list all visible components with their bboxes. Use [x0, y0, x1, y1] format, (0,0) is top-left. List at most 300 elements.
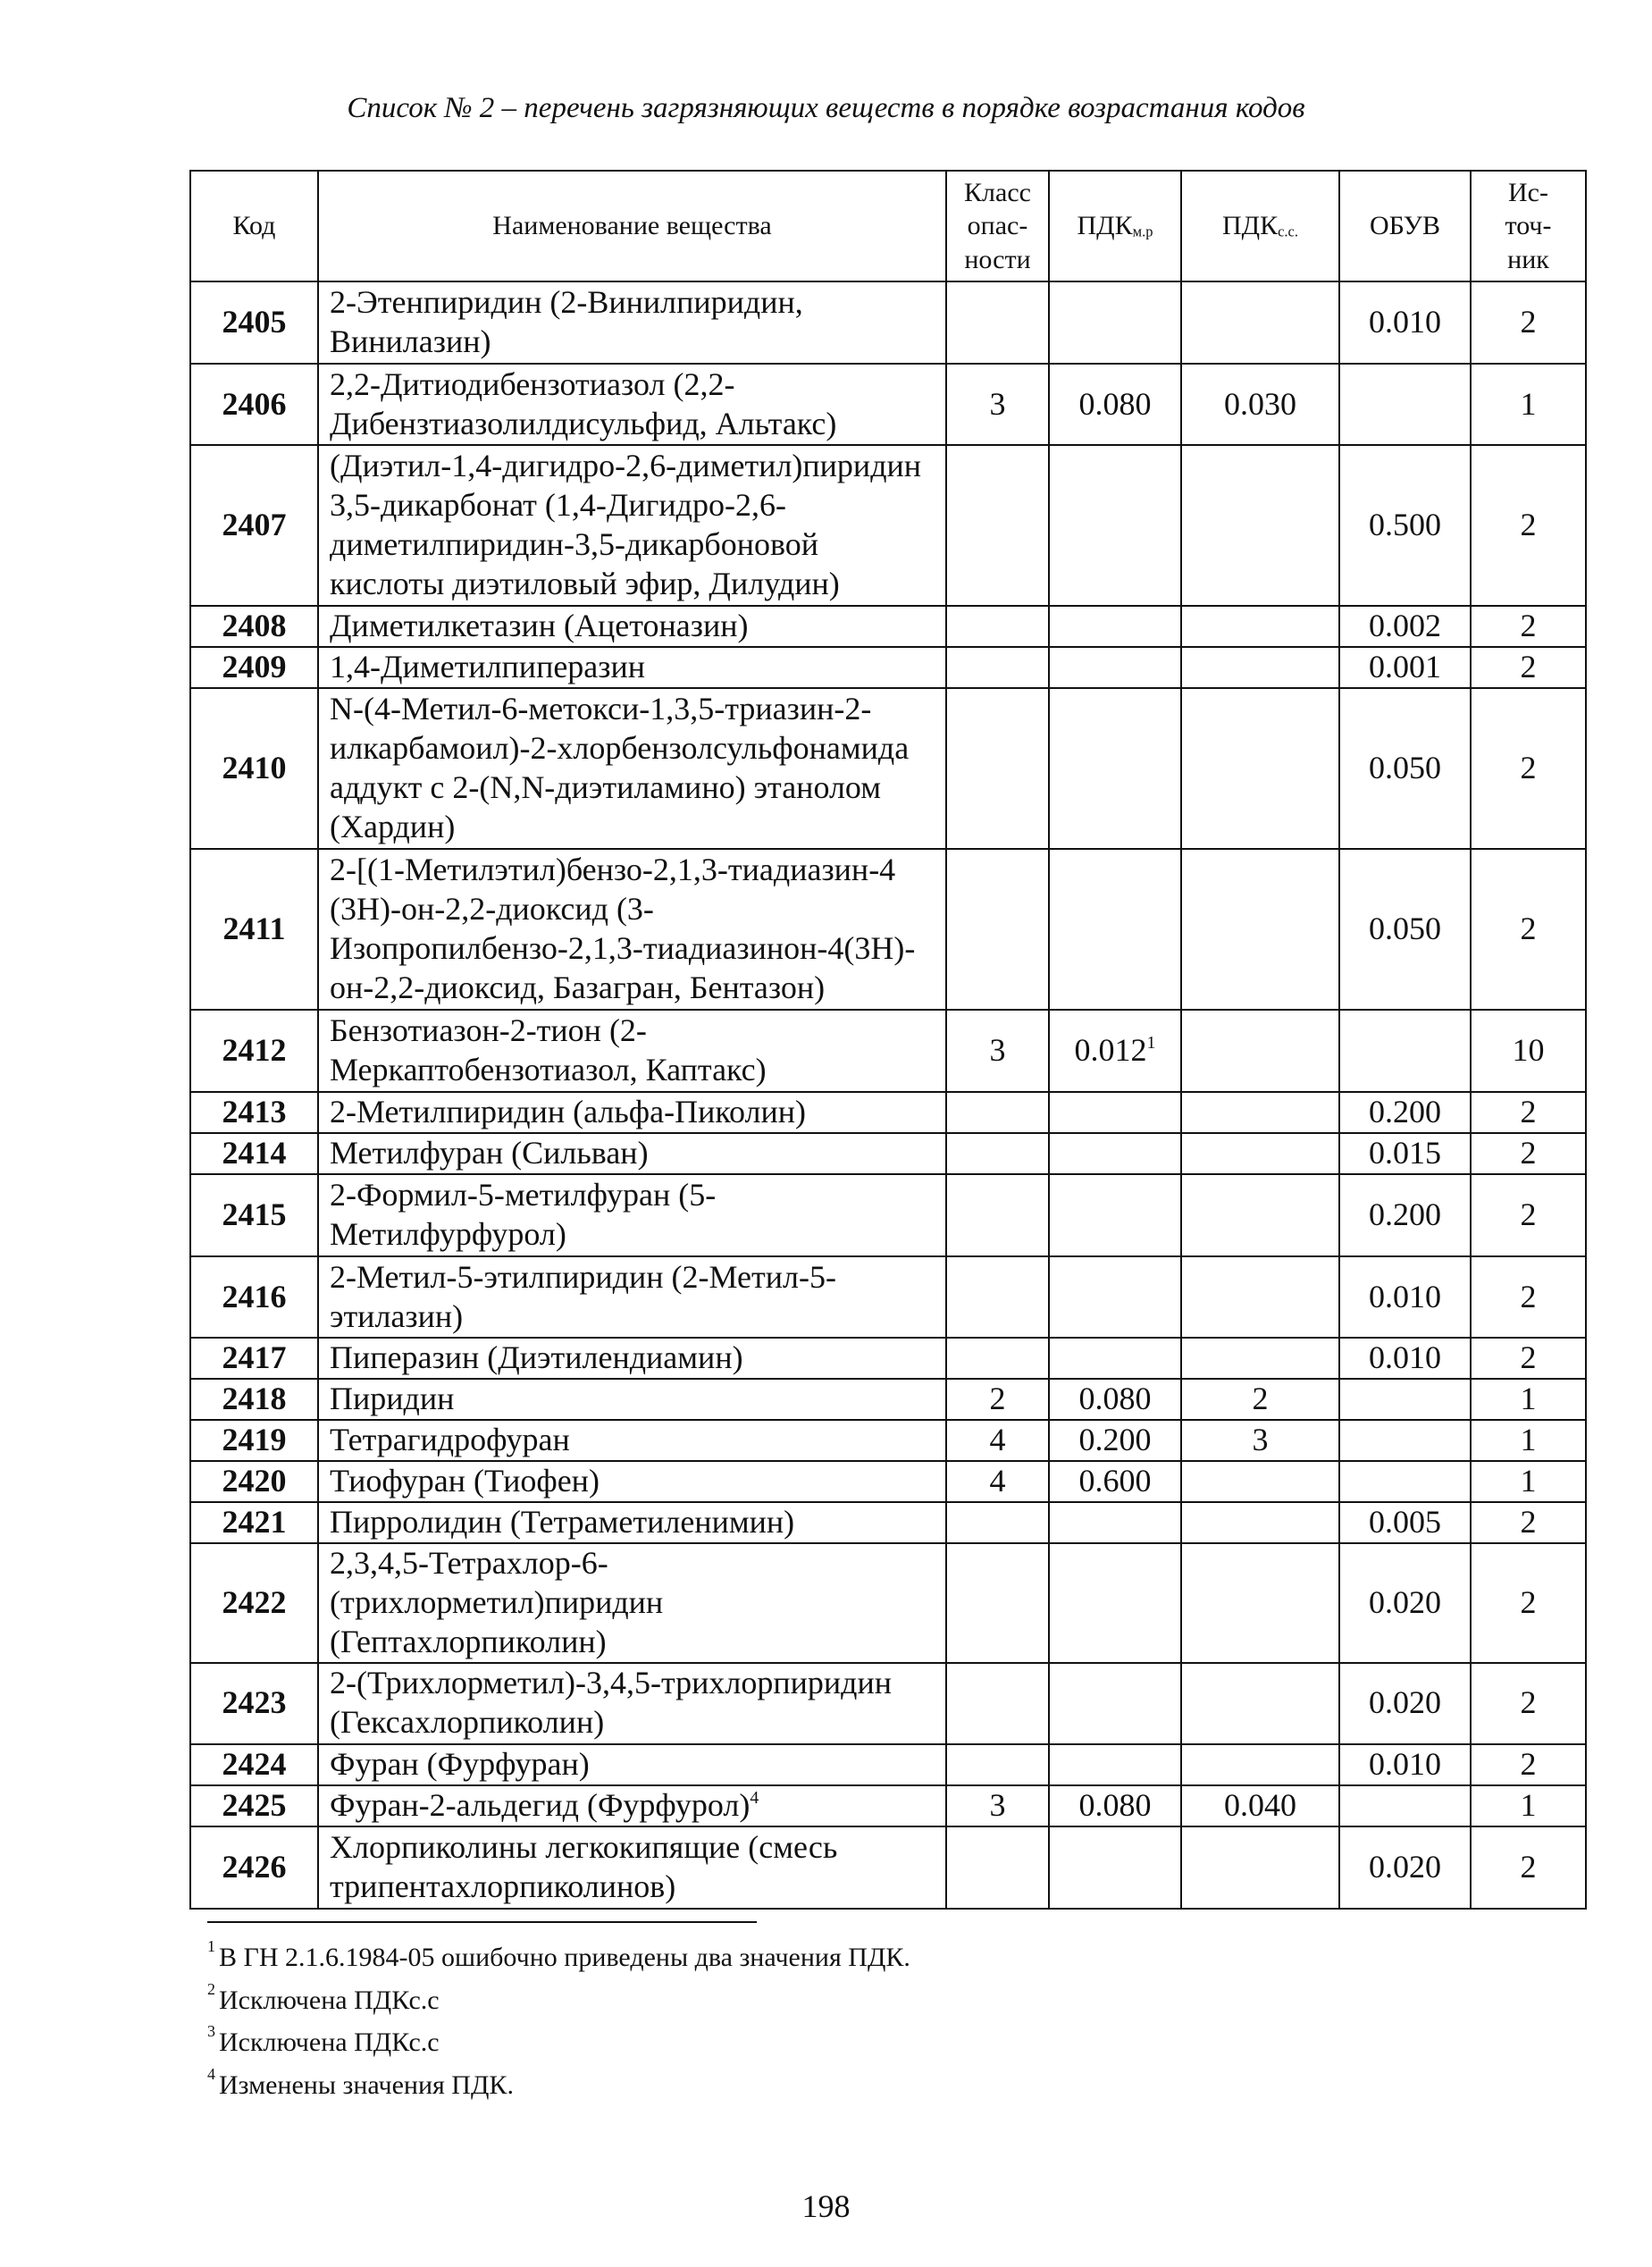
- cell-code-value: 2411: [222, 911, 286, 947]
- cell-hazard: [946, 1461, 1049, 1502]
- cell-pdk-mr: [1049, 1826, 1181, 1909]
- cell-hazard-value: 3: [989, 1032, 1006, 1069]
- cell-pdk-ss-value: 0.030: [1224, 385, 1296, 422]
- cell-pdk-mr: [1049, 281, 1181, 364]
- cell-obuv-value: 0.002: [1369, 608, 1441, 644]
- footnote-divider: [207, 1921, 757, 1923]
- cell-pdk-ss: [1181, 1174, 1339, 1256]
- cell-hazard: [946, 1338, 1049, 1379]
- cell-name: [318, 281, 946, 364]
- cell-pdk-ss: [1181, 1785, 1339, 1826]
- cell-obuv: [1339, 1256, 1471, 1338]
- cell-code: [190, 364, 318, 445]
- cell-pdk-mr: [1049, 1420, 1181, 1461]
- table-row: [190, 1010, 1586, 1092]
- cell-pdk-mr-value: 0.600: [1078, 1463, 1152, 1499]
- cell-name: [318, 1379, 946, 1420]
- cell-code-value: 2417: [222, 1339, 287, 1376]
- cell-code: [190, 281, 318, 364]
- cell-source-value: 2: [1520, 649, 1537, 685]
- cell-name-value: N-(4-Метил-6-метокси-1,3,5-триазин-2-илкарбамоил)-2-хлорбензолсульфонамида аддукт с 2-(N,N-диэтиламино) этанолом (Хардин): [330, 691, 910, 844]
- cell-source-value: 2: [1520, 750, 1537, 786]
- cell-source-value: 2: [1520, 304, 1537, 340]
- cell-name-value: Фуран-2-альдегид (Фурфурол): [330, 1786, 751, 1823]
- footnote-number: 1: [207, 1937, 215, 1955]
- cell-source-value: 2: [1520, 911, 1537, 947]
- cell-hazard: [946, 1010, 1049, 1092]
- cell-obuv-value: 0.010: [1369, 1745, 1441, 1782]
- cell-obuv: [1339, 647, 1471, 688]
- header-pdk-ss-label: ПДК: [1221, 211, 1279, 241]
- cell-code: [190, 1133, 318, 1174]
- table-row: [190, 445, 1586, 606]
- cell-obuv: [1339, 1663, 1471, 1744]
- cell-source-value: 2: [1520, 1278, 1537, 1314]
- cell-code-value: 2424: [222, 1745, 287, 1782]
- cell-source: [1471, 1461, 1586, 1502]
- cell-code: [190, 1663, 318, 1744]
- pdk-ss-footnote-ref: 2: [1252, 1381, 1269, 1417]
- cell-code: [190, 1420, 318, 1461]
- cell-pdk-ss: [1181, 688, 1339, 849]
- table-row: [190, 1744, 1586, 1785]
- cell-code-value: 2423: [222, 1684, 287, 1721]
- table-row: [190, 364, 1586, 445]
- cell-hazard: [946, 281, 1049, 364]
- cell-code: [190, 1543, 318, 1663]
- cell-name-value: 2-[(1-Метилэтил)бензо-2,1,3-тиадиазин-4 (3Н)-он-2,2-диоксид (3-Изопропилбензо-2,1,3-тиадиазинон-4(3Н)-он-2,2-диоксид, Базагран, Бентазон): [330, 852, 916, 1005]
- cell-source-value: 1: [1520, 1463, 1537, 1499]
- cell-pdk-ss: [1181, 1010, 1339, 1092]
- cell-code-value: 2406: [222, 385, 287, 422]
- cell-pdk-mr: [1049, 1133, 1181, 1174]
- cell-source: [1471, 1338, 1586, 1379]
- cell-source-value: 1: [1520, 385, 1537, 422]
- cell-obuv: [1339, 688, 1471, 849]
- cell-name: [318, 1826, 946, 1909]
- cell-obuv-value: 0.200: [1369, 1196, 1441, 1233]
- cell-name-value: 2-Метил-5-этилпиридин (2-Метил-5-этилазин): [330, 1258, 836, 1334]
- cell-code-value: 2412: [222, 1032, 287, 1069]
- cell-code-value: 2408: [222, 608, 287, 644]
- table-row: [190, 1502, 1586, 1543]
- cell-source: [1471, 1010, 1586, 1092]
- cell-pdk-mr: [1049, 1338, 1181, 1379]
- table-row: [190, 1663, 1586, 1744]
- footnote-number: 2: [207, 1979, 215, 1998]
- footnote-text: Изменены значения ПДК.: [219, 2070, 514, 2101]
- footnote-item: [207, 1977, 1458, 2020]
- cell-pdk-mr-value: 0.080: [1078, 1381, 1152, 1417]
- cell-hazard: [946, 364, 1049, 445]
- cell-pdk-ss: [1181, 1379, 1339, 1420]
- cell-source: [1471, 1092, 1586, 1133]
- cell-hazard: [946, 688, 1049, 849]
- cell-name-value: 2-Этенпиридин (2-Винилпиридин, Винилазин): [330, 284, 803, 359]
- cell-source: [1471, 688, 1586, 849]
- cell-hazard: [946, 1744, 1049, 1785]
- cell-source: [1471, 1174, 1586, 1256]
- cell-pdk-ss: [1181, 1092, 1339, 1133]
- cell-pdk-ss: [1181, 364, 1339, 445]
- cell-name: [318, 445, 946, 606]
- cell-code-value: 2409: [222, 649, 287, 685]
- cell-code-value: 2420: [222, 1463, 287, 1499]
- cell-code-value: 2405: [222, 304, 287, 340]
- cell-obuv-value: 0.020: [1369, 1583, 1441, 1620]
- cell-obuv-value: 0.020: [1369, 1684, 1441, 1721]
- cell-name: [318, 1502, 946, 1543]
- table-row: [190, 1174, 1586, 1256]
- substances-table: [189, 170, 1587, 1910]
- cell-obuv-value: 0.010: [1369, 1339, 1441, 1376]
- cell-code-value: 2407: [222, 507, 287, 543]
- cell-hazard: [946, 1092, 1049, 1133]
- cell-name: [318, 1256, 946, 1338]
- table-row: [190, 849, 1586, 1010]
- cell-obuv-value: 0.050: [1369, 911, 1441, 947]
- cell-source-value: 2: [1520, 1848, 1537, 1885]
- cell-obuv: [1339, 1010, 1471, 1092]
- cell-source: [1471, 606, 1586, 647]
- table-row: [190, 1461, 1586, 1502]
- cell-name-value: Тиофуран (Тиофен): [330, 1463, 600, 1499]
- cell-name-value: Пиперазин (Диэтилендиамин): [330, 1339, 743, 1376]
- cell-pdk-ss: [1181, 1663, 1339, 1744]
- table-row: [190, 647, 1586, 688]
- cell-code: [190, 1092, 318, 1133]
- cell-pdk-ss: [1181, 1744, 1339, 1785]
- cell-pdk-mr: [1049, 1543, 1181, 1663]
- footnote-text: В ГН 2.1.6.1984-05 ошибочно приведены два значения ПДК.: [219, 1943, 910, 1973]
- cell-hazard: [946, 1256, 1049, 1338]
- cell-name-value: 1,4-Диметилпиперазин: [330, 649, 646, 685]
- cell-name: [318, 1543, 946, 1663]
- cell-code-value: 2418: [222, 1381, 287, 1417]
- cell-obuv: [1339, 1379, 1471, 1420]
- cell-name-value: 2-(Трихлорметил)-3,4,5-трихлорпиридин (Гексахлорпиколин): [330, 1665, 893, 1741]
- cell-code-value: 2421: [222, 1504, 287, 1541]
- cell-source: [1471, 1256, 1586, 1338]
- cell-obuv-value: 0.050: [1369, 750, 1441, 786]
- cell-pdk-mr-value: 0.200: [1078, 1422, 1152, 1458]
- cell-obuv-value: 0.010: [1369, 1278, 1441, 1314]
- cell-name-value: Пирролидин (Тетраметиленимин): [330, 1504, 795, 1541]
- table-row: [190, 1338, 1586, 1379]
- cell-source-value: 2: [1520, 1684, 1537, 1721]
- cell-pdk-mr: [1049, 1379, 1181, 1420]
- cell-source: [1471, 1826, 1586, 1909]
- cell-obuv: [1339, 849, 1471, 1010]
- cell-pdk-mr: [1049, 1092, 1181, 1133]
- cell-pdk-mr: [1049, 849, 1181, 1010]
- page-title: Список № 2 – перечень загрязняющих веществ в порядке возрастания кодов: [347, 92, 1305, 124]
- cell-code: [190, 445, 318, 606]
- cell-pdk-ss: [1181, 1543, 1339, 1663]
- cell-name: [318, 606, 946, 647]
- header-pdk-ss-sub: с.с.: [1278, 223, 1299, 240]
- cell-source-value: 1: [1520, 1786, 1537, 1823]
- cell-pdk-mr-value: 0.080: [1078, 1786, 1152, 1823]
- footnotes: [207, 1935, 1458, 2105]
- cell-source-value: 2: [1520, 608, 1537, 644]
- cell-pdk-mr: [1049, 1785, 1181, 1826]
- cell-pdk-mr: [1049, 1010, 1181, 1092]
- cell-pdk-mr: [1049, 1744, 1181, 1785]
- cell-obuv-value: 0.005: [1369, 1504, 1441, 1541]
- table-row: [190, 1133, 1586, 1174]
- cell-name-value: Тетрагидрофуран: [330, 1422, 570, 1458]
- cell-obuv: [1339, 364, 1471, 445]
- cell-name: [318, 1338, 946, 1379]
- cell-pdk-ss: [1181, 1502, 1339, 1543]
- table-row: [190, 1785, 1586, 1826]
- cell-pdk-mr-value: 0.012: [1074, 1032, 1147, 1069]
- cell-pdk-mr: [1049, 1502, 1181, 1543]
- name-footnote-ref: 4: [750, 1787, 759, 1808]
- cell-obuv-value: 0.020: [1369, 1848, 1441, 1885]
- cell-hazard: [946, 1379, 1049, 1420]
- cell-obuv: [1339, 1092, 1471, 1133]
- cell-name: [318, 1663, 946, 1744]
- table-row: [190, 1092, 1586, 1133]
- table-body: [190, 281, 1586, 1909]
- cell-code-value: 2419: [222, 1422, 287, 1458]
- cell-obuv-value: 0.015: [1369, 1135, 1441, 1171]
- cell-pdk-ss: [1181, 1461, 1339, 1502]
- cell-name-value: Хлорпиколины легкокипящие (смесь трипентахлорпиколинов): [330, 1828, 838, 1904]
- footnote-item: [207, 1935, 1458, 1977]
- cell-name: [318, 1010, 946, 1092]
- cell-code-value: 2413: [222, 1094, 287, 1130]
- cell-source-value: 2: [1520, 1745, 1537, 1782]
- cell-pdk-ss: [1181, 445, 1339, 606]
- cell-name-value: (Диэтил-1,4-дигидро-2,6-диметил)пиридин 3,5-дикарбонат (1,4-Дигидро-2,6-диметилпиридин-3,5-дикарбоновой кислоты диэтиловый эфир, Дилудин): [330, 448, 922, 601]
- header-pdk-mr-label: ПДК: [1077, 211, 1133, 241]
- table-header-row: [190, 171, 1586, 281]
- cell-pdk-ss: [1181, 849, 1339, 1010]
- header-obuv: ОБУВ: [1339, 171, 1471, 281]
- cell-code: [190, 1379, 318, 1420]
- cell-name: [318, 849, 946, 1010]
- cell-name: [318, 1744, 946, 1785]
- cell-name-value: Фуран (Фурфуран): [330, 1745, 590, 1782]
- cell-name-value: Пиридин: [330, 1381, 455, 1417]
- cell-source-value: 2: [1520, 507, 1537, 543]
- cell-obuv: [1339, 1502, 1471, 1543]
- cell-source: [1471, 281, 1586, 364]
- cell-hazard: [946, 647, 1049, 688]
- header-name: Наименование вещества: [318, 171, 946, 281]
- cell-obuv: [1339, 1543, 1471, 1663]
- cell-code: [190, 1785, 318, 1826]
- cell-obuv: [1339, 1826, 1471, 1909]
- cell-name: [318, 1174, 946, 1256]
- cell-source: [1471, 1744, 1586, 1785]
- cell-code-value: 2414: [222, 1135, 287, 1171]
- cell-code-value: 2425: [222, 1786, 287, 1823]
- cell-pdk-mr: [1049, 445, 1181, 606]
- cell-hazard: [946, 1543, 1049, 1663]
- cell-name: [318, 1785, 946, 1826]
- cell-obuv: [1339, 1338, 1471, 1379]
- cell-hazard-value: 2: [989, 1381, 1006, 1417]
- cell-source-value: 1: [1520, 1381, 1537, 1417]
- header-code: Код: [190, 171, 318, 281]
- cell-pdk-mr: [1049, 1663, 1181, 1744]
- cell-code: [190, 1461, 318, 1502]
- cell-source: [1471, 849, 1586, 1010]
- pdk-ss-footnote-ref: 3: [1252, 1422, 1269, 1458]
- pdk-mr-footnote-ref: 1: [1146, 1033, 1156, 1054]
- cell-name: [318, 364, 946, 445]
- cell-code: [190, 1744, 318, 1785]
- cell-obuv: [1339, 1174, 1471, 1256]
- cell-obuv-value: 0.200: [1369, 1094, 1441, 1130]
- cell-code: [190, 1502, 318, 1543]
- cell-obuv-value: 0.010: [1369, 304, 1441, 340]
- table-row: [190, 281, 1586, 364]
- cell-obuv: [1339, 1420, 1471, 1461]
- footnote-text: Исключена ПДКс.с: [219, 2028, 440, 2058]
- cell-name-value: Бензотиазон-2-тион (2-Меркаптобензотиазол, Каптакс): [330, 1012, 767, 1087]
- cell-code: [190, 1010, 318, 1092]
- cell-source: [1471, 1133, 1586, 1174]
- cell-source: [1471, 1379, 1586, 1420]
- footnote-number: 4: [207, 2065, 215, 2084]
- cell-source: [1471, 364, 1586, 445]
- cell-hazard: [946, 1502, 1049, 1543]
- cell-code: [190, 1256, 318, 1338]
- footnote-item: [207, 2019, 1458, 2062]
- cell-obuv: [1339, 281, 1471, 364]
- table-row: [190, 1543, 1586, 1663]
- table-row: [190, 688, 1586, 849]
- cell-source: [1471, 1785, 1586, 1826]
- cell-name: [318, 1420, 946, 1461]
- cell-code: [190, 1826, 318, 1909]
- cell-obuv-value: 0.001: [1369, 649, 1441, 685]
- cell-obuv: [1339, 1744, 1471, 1785]
- cell-pdk-mr: [1049, 364, 1181, 445]
- table-row: [190, 606, 1586, 647]
- table-row: [190, 1826, 1586, 1909]
- cell-name: [318, 1133, 946, 1174]
- cell-source: [1471, 1663, 1586, 1744]
- cell-name-value: 2-Метилпиридин (альфа-Пиколин): [330, 1094, 807, 1130]
- cell-source-value: 10: [1512, 1032, 1545, 1069]
- cell-pdk-mr: [1049, 1174, 1181, 1256]
- cell-obuv: [1339, 445, 1471, 606]
- cell-pdk-ss: [1181, 606, 1339, 647]
- cell-pdk-ss: [1181, 281, 1339, 364]
- cell-pdk-ss: [1181, 1420, 1339, 1461]
- cell-source-value: 1: [1520, 1422, 1537, 1458]
- table-row: [190, 1256, 1586, 1338]
- cell-name-value: 2,2-Дитиодибензотиазол (2,2-Дибензтиазолилдисульфид, Альтакс): [330, 365, 837, 441]
- cell-pdk-mr: [1049, 606, 1181, 647]
- cell-hazard: [946, 1785, 1049, 1826]
- header-pdk-mr: [1049, 171, 1181, 281]
- cell-hazard: [946, 849, 1049, 1010]
- header-pdk-mr-sub: м.р: [1132, 223, 1153, 240]
- cell-name-value: 2-Формил-5-метилфуран (5-Метилфурфурол): [330, 1177, 717, 1252]
- cell-hazard-value: 4: [989, 1422, 1006, 1458]
- table-row: [190, 1420, 1586, 1461]
- cell-pdk-ss: [1181, 1338, 1339, 1379]
- cell-pdk-ss: [1181, 1256, 1339, 1338]
- cell-hazard: [946, 1174, 1049, 1256]
- cell-code: [190, 688, 318, 849]
- cell-pdk-ss: [1181, 1133, 1339, 1174]
- cell-hazard: [946, 1133, 1049, 1174]
- cell-source-value: 2: [1520, 1504, 1537, 1541]
- cell-source: [1471, 1543, 1586, 1663]
- footnote-number: 3: [207, 2022, 215, 2041]
- cell-name-value: Диметилкетазин (Ацетоназин): [330, 608, 749, 644]
- cell-source: [1471, 647, 1586, 688]
- cell-hazard: [946, 606, 1049, 647]
- footnote-text: Исключена ПДКс.с: [219, 1985, 440, 2015]
- cell-obuv: [1339, 606, 1471, 647]
- cell-source-value: 2: [1520, 1583, 1537, 1620]
- cell-hazard: [946, 445, 1049, 606]
- cell-code: [190, 1338, 318, 1379]
- cell-source-value: 2: [1520, 1196, 1537, 1233]
- cell-pdk-ss: [1181, 647, 1339, 688]
- cell-code-value: 2415: [222, 1196, 287, 1233]
- cell-hazard-value: 4: [989, 1463, 1006, 1499]
- cell-name: [318, 1092, 946, 1133]
- cell-source: [1471, 1502, 1586, 1543]
- cell-name: [318, 647, 946, 688]
- cell-source-value: 2: [1520, 1135, 1537, 1171]
- cell-hazard: [946, 1420, 1049, 1461]
- footnote-item: [207, 2062, 1458, 2105]
- cell-pdk-mr: [1049, 688, 1181, 849]
- table-row: [190, 1379, 1586, 1420]
- cell-source-value: 2: [1520, 1094, 1537, 1130]
- cell-code: [190, 606, 318, 647]
- cell-pdk-mr-value: 0.080: [1078, 385, 1152, 422]
- cell-obuv-value: 0.500: [1369, 507, 1441, 543]
- cell-code-value: 2416: [222, 1278, 287, 1314]
- cell-obuv: [1339, 1461, 1471, 1502]
- cell-name: [318, 1461, 946, 1502]
- cell-source: [1471, 445, 1586, 606]
- cell-obuv: [1339, 1133, 1471, 1174]
- header-pdk-ss: [1181, 171, 1339, 281]
- cell-hazard-value: 3: [989, 385, 1006, 422]
- cell-source-value: 2: [1520, 1339, 1537, 1376]
- page-number: 198: [801, 2188, 851, 2224]
- cell-source: [1471, 1420, 1586, 1461]
- cell-name: [318, 688, 946, 849]
- cell-hazard: [946, 1826, 1049, 1909]
- cell-code-value: 2426: [222, 1848, 287, 1885]
- cell-code-value: 2410: [222, 750, 287, 786]
- cell-code-value: 2422: [222, 1583, 287, 1620]
- cell-pdk-mr: [1049, 1256, 1181, 1338]
- cell-pdk-mr: [1049, 647, 1181, 688]
- cell-name-value: Метилфуран (Сильван): [330, 1135, 649, 1171]
- cell-pdk-ss: [1181, 1826, 1339, 1909]
- cell-hazard: [946, 1663, 1049, 1744]
- cell-code: [190, 647, 318, 688]
- cell-code: [190, 1174, 318, 1256]
- cell-name-value: 2,3,4,5-Тетрахлор-6-(трихлорметил)пиридин (Гептахлорпиколин): [330, 1545, 664, 1659]
- cell-pdk-ss-value: 0.040: [1224, 1786, 1296, 1823]
